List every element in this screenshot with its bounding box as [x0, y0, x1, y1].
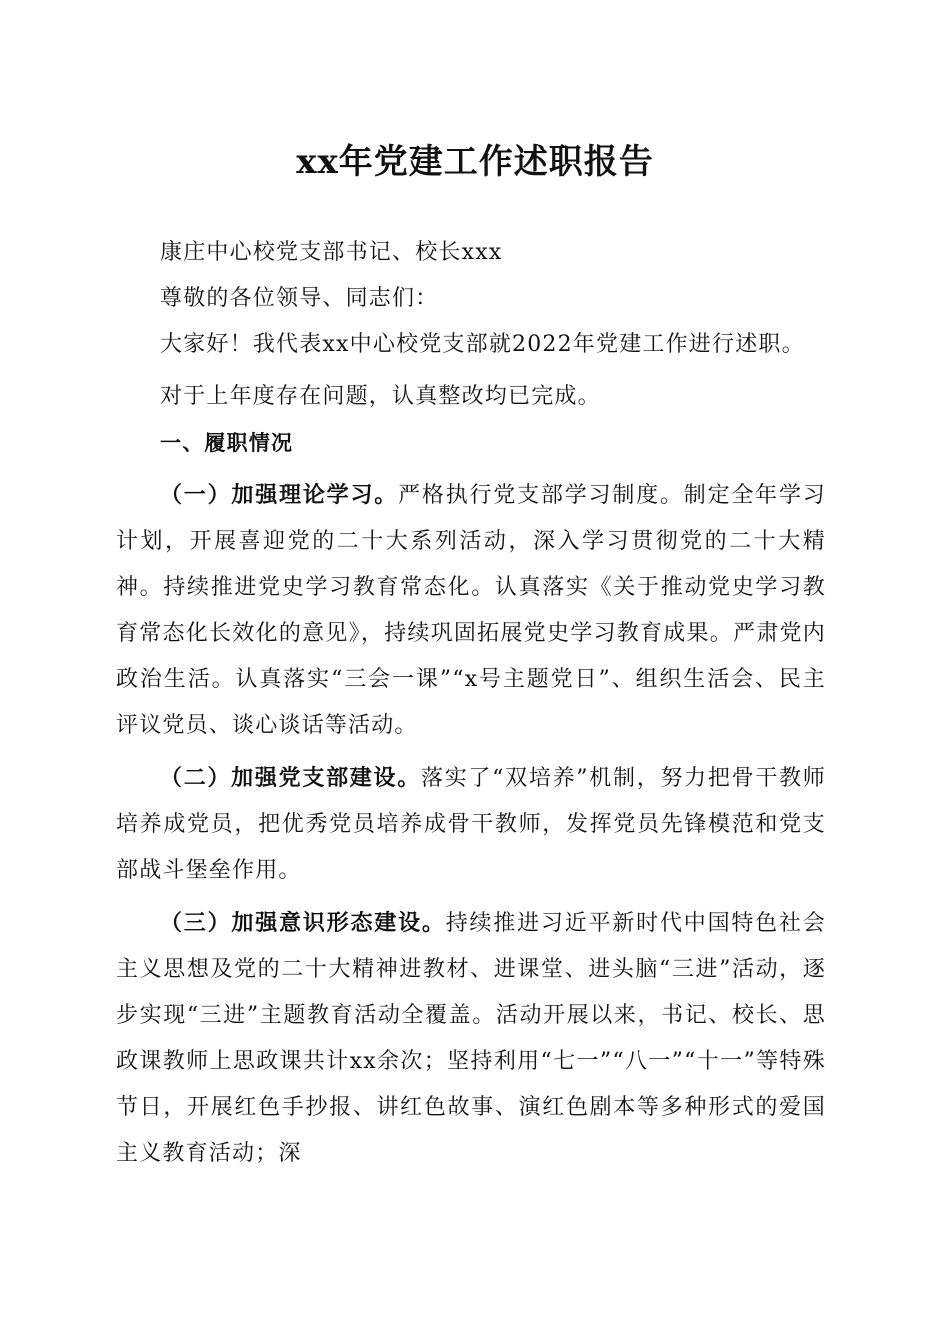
author-line: 康庄中心校党支部书记、校长xxx [160, 240, 503, 265]
item-lead-1: （一）加强理论学习。 [160, 482, 399, 508]
item-text-3: 持续推进习近平新时代中国特色社会主义思想及党的二十大精神进教材、进课堂、进头脑“三进”活动，逐步实现“三进”主题教育活动全覆盖。活动开展以来，书记、校长、思政课教师上思政课共计xx余次；坚持利用“七一”“八一”“十一”等特殊节日，开展红色手抄报、讲红色故事、演红色剧本等多种形式的爱国主义教育活动；深 [116, 911, 826, 1166]
section-heading: 一、履职情况 [160, 431, 294, 455]
salutation: 尊敬的各位领导、同志们： [160, 286, 439, 311]
issues-paragraph: 对于上年度存在问题，认真整改均已完成。 [160, 384, 601, 409]
item-paragraph-2 [116, 755, 826, 894]
opening-paragraph: 大家好！我代表xx中心校党支部就2022年党建工作进行述职。 [160, 332, 805, 357]
document-title: xx年党建工作述职报告 [296, 142, 654, 182]
item-text-2: 落实了“双培养”机制，努力把骨干教师培养成党员，把优秀党员培养成骨干教师，发挥党员先锋模范和党支部战斗堡垒作用。 [116, 766, 826, 883]
item-lead-3: （三）加强意识形态建设。 [160, 910, 446, 936]
item-text-1: 严格执行党支部学习制度。制定全年学习计划，开展喜迎党的二十大系列活动，深入学习贯彻党的二十大精神。持续推进党史学习教育常态化。认真落实《关于推动党史学习教育常态化长效化的意见》，持续巩固拓展党史学习教育成果。严肃党内政治生活。认真落实“三会一课”“x号主题党日”、组织生活会、民主评议党员、谈心谈话等活动。 [116, 483, 826, 738]
item-paragraph-3 [116, 900, 826, 1177]
item-paragraph-1 [116, 472, 826, 749]
item-lead-2: （二）加强党支部建设。 [160, 765, 421, 791]
document-body [116, 230, 826, 1177]
